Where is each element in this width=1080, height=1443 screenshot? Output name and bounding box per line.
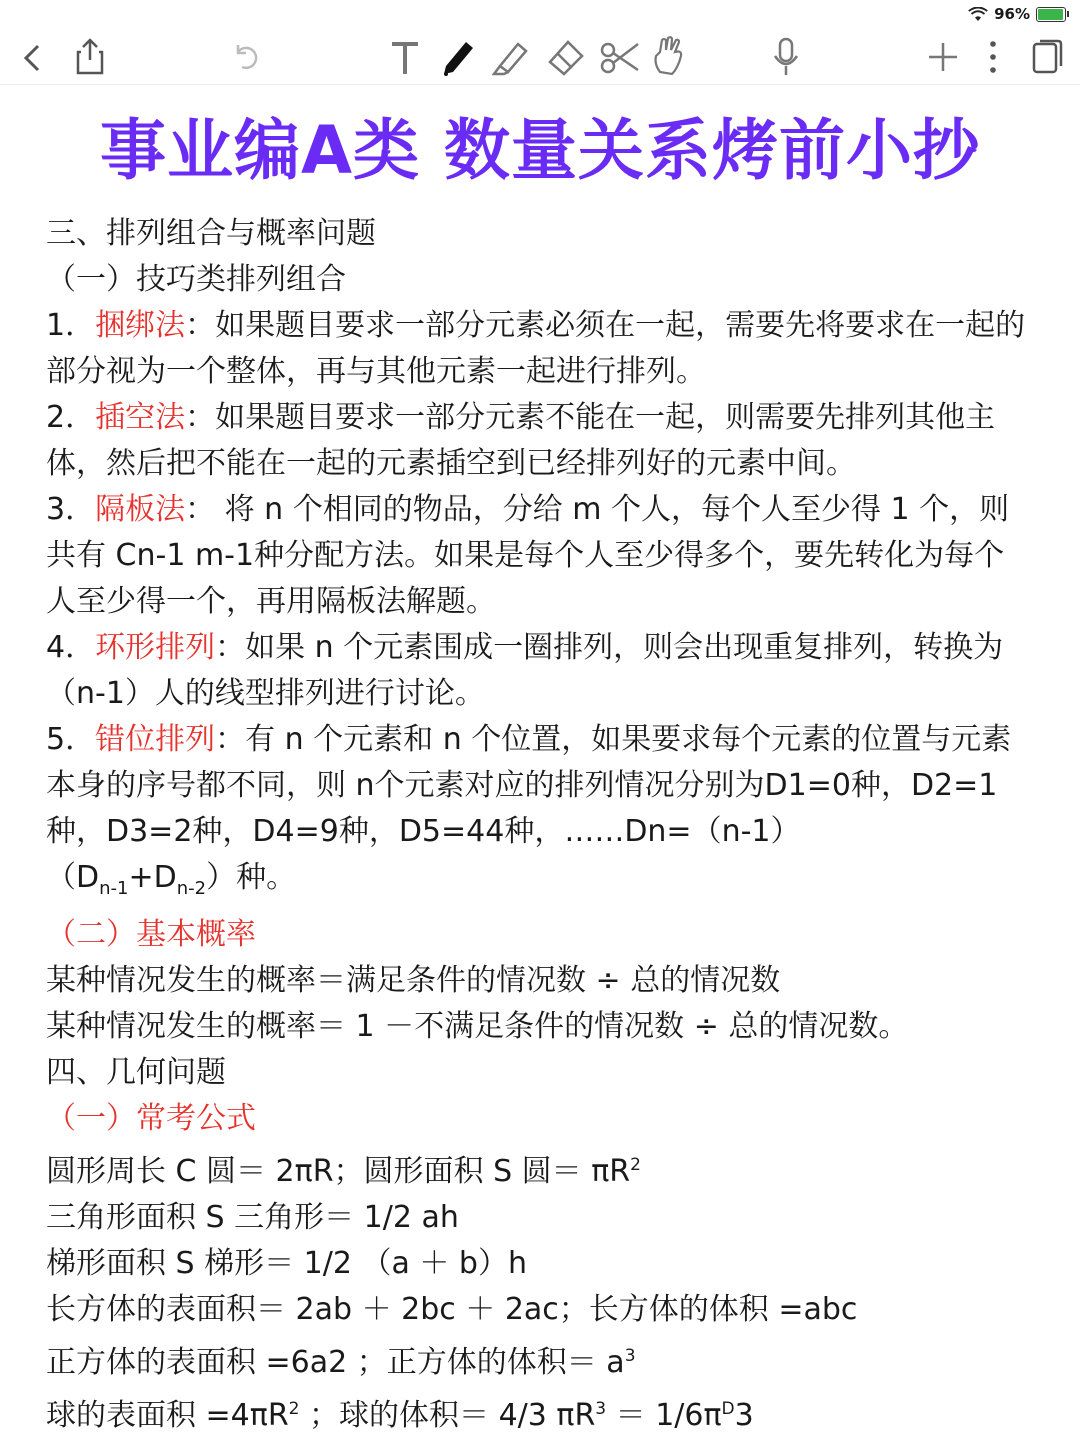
highlighter-icon[interactable] — [490, 36, 532, 78]
subsection-heading: （一）常考公式 — [46, 1101, 256, 1136]
item-text: ：如果 n 个元素围成一圈排列，则会出现重复排列，转换为（n-1）人的线型排列进行讨论。 — [46, 630, 1004, 711]
more-icon[interactable] — [986, 38, 1000, 76]
pen-icon[interactable] — [438, 34, 480, 78]
item-keyword: 捆绑法 — [95, 308, 186, 343]
share-icon[interactable] — [74, 36, 106, 76]
note-body — [0, 211, 1080, 1439]
section-heading: 四、几何问题 — [46, 1055, 226, 1090]
formula-line: 长方体的表面积＝ 2ab ＋ 2bc ＋ 2ac；长方体的体积 =abc — [46, 1292, 858, 1327]
item-text: ： 将 n 个相同的物品，分给 m 个人，每个人至少得 1 个，则共有 Cn-1 m-1种分配方法。如果是每个人至少得多个，要先转化为每个人至少得一个，再用隔板法解题。 — [46, 492, 1010, 619]
list-item — [46, 395, 1034, 487]
pages-icon[interactable] — [1030, 38, 1064, 76]
formula-line: 正方体的表面积 =6a2 ；正方体的体积＝ $a^3$ — [46, 1345, 636, 1380]
item-number: 3． — [46, 492, 96, 527]
wifi-icon — [968, 7, 988, 22]
item-number: 5． — [46, 722, 96, 757]
list-item — [46, 487, 1034, 625]
battery-percentage: 96% — [994, 5, 1030, 23]
item-text: ：有 n 个元素和 n 个位置，如果要求每个元素的位置与元素本身的序号都不同，则 n个元素对应的排列情况分别为D1=0种，D2=1种，D3=2种，D4=9种，D5=44种，……Dn=（n-1） — [46, 722, 1012, 849]
formula-line: 梯形面积 S 梯形＝ 1/2 （a ＋ b）h — [46, 1246, 527, 1281]
item-text: ：如果题目要求一部分元素不能在一起，则需要先排列其他主体，然后把不能在一起的元素插空到已经排列好的元素中间。 — [46, 400, 996, 481]
eraser-icon[interactable] — [544, 36, 586, 78]
chevron-left-icon[interactable] — [20, 42, 46, 74]
subsection-heading: （二）基本概率 — [46, 917, 256, 952]
formula-line: 圆形周长 C 圆＝ 2πR；圆形面积 S 圆＝ $\pi R^2$ — [46, 1154, 641, 1189]
plus-icon[interactable] — [926, 40, 960, 74]
hand-icon[interactable] — [650, 34, 686, 78]
lasso-icon[interactable] — [598, 36, 642, 78]
list-item-continuation: $(D_{n-1}+D_{n-2})$种。 — [46, 860, 297, 899]
list-item — [46, 717, 1034, 855]
note-toolbar — [0, 28, 1080, 85]
item-keyword: 插空法 — [95, 400, 186, 435]
battery-icon — [1036, 7, 1066, 22]
item-number: 4． — [46, 630, 96, 665]
item-text: ：如果题目要求一部分元素必须在一起，需要先将要求在一起的部分视为一个整体，再与其他元素一起进行排列。 — [46, 308, 1026, 389]
text-tool-icon[interactable] — [388, 38, 422, 78]
formula-line: 三角形面积 S 三角形＝ 1/2 ah — [46, 1200, 459, 1235]
item-keyword: 隔板法 — [95, 492, 186, 527]
formula-line: 某种情况发生的概率＝ 1 －不满足条件的情况数 ÷ 总的情况数。 — [46, 1009, 909, 1044]
list-item — [46, 625, 1034, 717]
formula-line: 球的表面积 $=4\pi R^2$ ；球的体积＝ 4/3 $\pi R^3 = 1/6\pi^D3$ — [46, 1398, 754, 1433]
item-keyword: 环形排列 — [95, 630, 216, 665]
microphone-icon[interactable] — [772, 36, 800, 78]
list-item — [46, 303, 1034, 395]
formula-line: 某种情况发生的概率＝满足条件的情况数 ÷ 总的情况数 — [46, 963, 781, 998]
item-keyword: 错位排列 — [95, 722, 216, 757]
undo-icon[interactable] — [232, 42, 262, 72]
item-number: 2． — [46, 400, 96, 435]
item-number: 1． — [46, 308, 96, 343]
section-heading: 三、排列组合与概率问题 — [46, 216, 376, 251]
note-title: 事业编A类 数量关系烤前小抄 — [99, 112, 981, 189]
subsection-heading: （一）技巧类排列组合 — [46, 262, 346, 297]
status-bar — [0, 0, 1080, 28]
